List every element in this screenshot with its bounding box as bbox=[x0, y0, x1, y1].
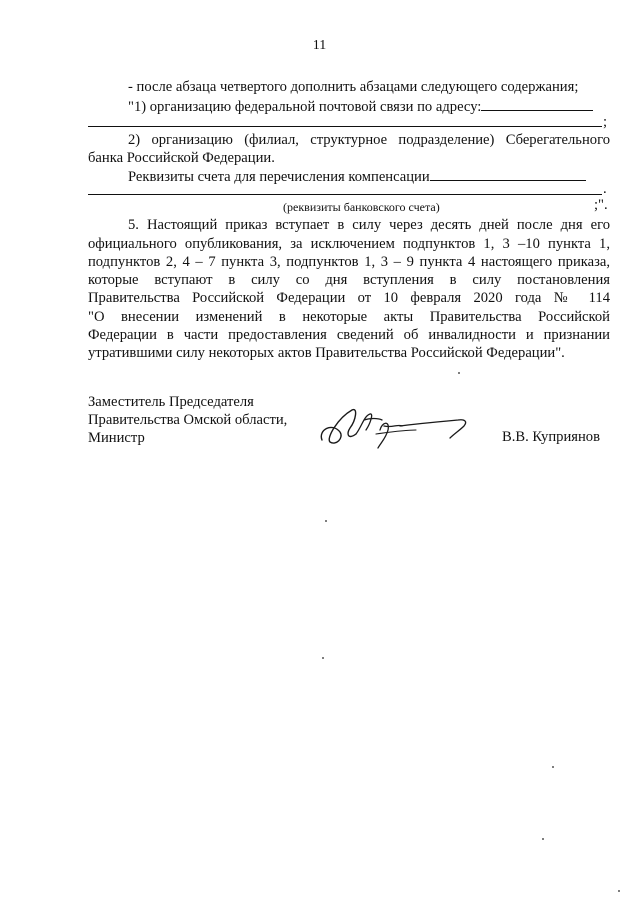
paragraph-5-line-6: "О внесении изменений в некоторые акты Правительства Российской bbox=[88, 309, 610, 325]
handwritten-signature bbox=[318, 404, 478, 452]
paragraph-5-line-7: Федерации в части предоставления сведений об инвалидности и признании bbox=[88, 327, 610, 343]
text-line-4-word: Сберегательного bbox=[505, 132, 610, 148]
text-line-1: - после абзаца четвертого дополнить абзацами следующего содержания; bbox=[128, 79, 579, 95]
text-line-7-end: . bbox=[603, 181, 607, 197]
bank-details-fill-line bbox=[88, 194, 602, 195]
text-line-3-end: ; bbox=[603, 114, 608, 130]
address-fill-line-2 bbox=[88, 126, 602, 127]
paragraph-5-line-3: подпунктов 2, 4 – 7 пункта 3, подпунктов 1, 3 – 9 пункта 4 настоящего приказа, bbox=[88, 254, 610, 270]
text-line-6 bbox=[128, 166, 586, 187]
scan-speck bbox=[458, 372, 460, 374]
text-line-2 bbox=[128, 96, 593, 117]
scan-speck bbox=[552, 766, 554, 768]
paragraph-5-line-5: Правительства Российской Федерации от 10 февраля 2020 года № 114 bbox=[88, 290, 610, 306]
text-line-4 bbox=[128, 131, 610, 150]
caption-end: ;". bbox=[594, 197, 608, 213]
scan-speck bbox=[618, 890, 620, 892]
text-line-6-label: Реквизиты счета для перечисления компенсации bbox=[128, 169, 430, 185]
paragraph-5-line-8: утратившими силу некоторых актов Правительства Российской Федерации". bbox=[88, 345, 565, 361]
text-line-4-word: (филиал, bbox=[244, 132, 299, 148]
signatory-name: В.В. Куприянов bbox=[502, 429, 600, 445]
scan-speck bbox=[322, 657, 324, 659]
text-line-2-label: "1) организацию федеральной почтовой связи по адресу: bbox=[128, 99, 482, 115]
compensation-fill-line bbox=[430, 166, 586, 181]
page-number: 11 bbox=[312, 38, 327, 53]
scan-speck bbox=[325, 520, 327, 522]
text-line-4-word: 2) bbox=[128, 132, 141, 148]
text-line-4-word: организацию bbox=[151, 132, 233, 148]
signatory-title-line-1: Заместитель Председателя bbox=[88, 394, 254, 410]
text-line-4-word: структурное bbox=[310, 132, 388, 148]
paragraph-5-line-1: 5. Настоящий приказ вступает в силу через десять дней после дня его bbox=[128, 217, 610, 233]
paragraph-5-line-2: официального опубликования, за исключением подпунктов 1, 3 –10 пункта 1, bbox=[88, 236, 610, 252]
text-line-4-word: подразделение) bbox=[398, 132, 495, 148]
signatory-title bbox=[88, 393, 287, 447]
bank-details-caption: (реквизиты банковского счета) bbox=[283, 200, 440, 214]
scan-speck bbox=[542, 838, 544, 840]
signatory-title-line-3: Министр bbox=[88, 430, 145, 446]
address-fill-line bbox=[481, 96, 593, 111]
paragraph-5-line-4: которые вступают в силу со дня вступления в силу постановления bbox=[88, 272, 610, 288]
signatory-title-line-2: Правительства Омской области, bbox=[88, 412, 288, 428]
text-line-5: банка Российской Федерации. bbox=[88, 150, 275, 166]
